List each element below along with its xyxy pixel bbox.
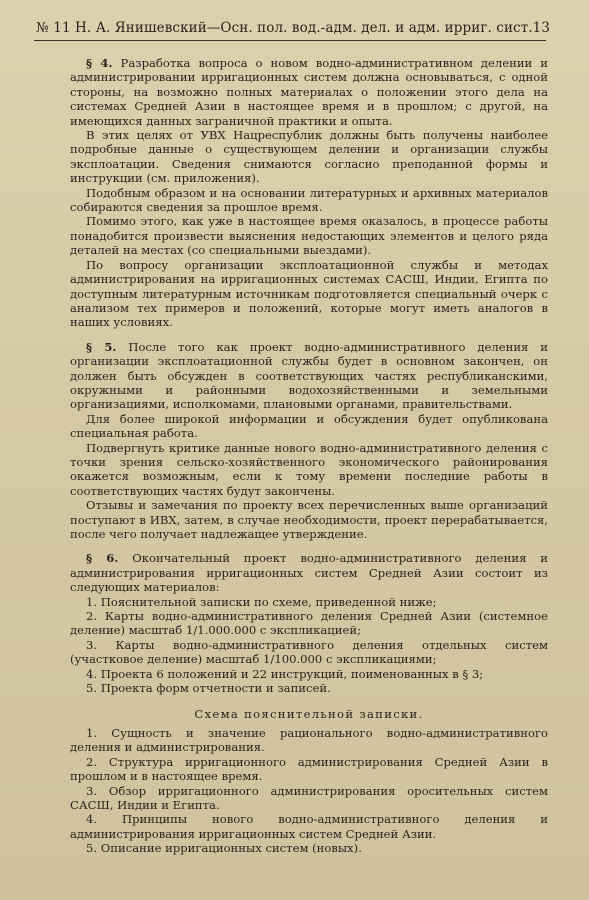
section-4-paragraph-2: В этих целях от УВХ Нацреспублик должны быть получены наиболее подробные данные о существующем делении и организации службы эксплоатации. Сведения снимаются согласно преподанной формы и инструкции (см. приложения).	[70, 128, 548, 186]
running-header	[36, 20, 551, 36]
section-5-text-1: После того как проект водно-административного деления и организации эксплоатационной службы будет в основном закончен, он должен быть обсужден в соответствующих частях республиканскими, окружными и районными водохозяйственными и земельными организациями, исполкомами, плановыми органами, правительствами.	[70, 339, 549, 412]
section-4-paragraph-3: Подобным образом и на основании литературных и архивных материалов собираются сведения за прошлое время.	[70, 185, 548, 215]
section-5-mark: § 5.	[86, 339, 117, 354]
section-6-item: 1. Пояснительной записки по схеме, приведенной ниже;	[86, 594, 437, 609]
section-6-paragraph-1	[70, 551, 548, 594]
section-6-item: 5. Проекта форм отчетности и записей.	[86, 681, 331, 696]
section-6-text-1: Окончательный проект водно-административного деления и администрирования ирригационных систем Средней Азии состоит из следующих материалов:	[70, 551, 548, 595]
section-5-paragraph-4: Отзывы и замечания по проекту всех перечисленных выше организаций поступают в ИВХ, затем, в случае необходимости, проект перерабатывается, после чего получает надлежащее утверждение.	[70, 498, 548, 541]
section-4-paragraph-1	[70, 56, 548, 128]
section-6-item: 3. Карты водно-административного деления отдельных систем (участковое деление) масштаб 1/100.000 с экспликациями;	[70, 637, 548, 667]
scheme-item: 5. Описание ирригационных систем (новых).	[86, 841, 362, 856]
scheme-title: Схема пояснительной записки.	[194, 707, 424, 722]
section-6-item: 2. Карты водно-административного деления Средней Азии (системное деление) масштаб 1/1.000.000 с экспликацией;	[70, 609, 548, 638]
header-title: № 11 Н. А. Янишевский—Осн. пол. вод.-адм. дел. и адм. ирриг. сист.	[36, 20, 533, 36]
scheme-item: 3. Обзор ирригационного администрирования оросительных систем САСШ, Индии и Египта.	[70, 783, 548, 812]
section-6-item: 4. Проекта 6 положений и 22 инструкций, поименованных в § 3;	[86, 666, 484, 681]
section-5-paragraph-1	[70, 340, 548, 412]
section-4-paragraph-5: По вопросу организации эксплоатационной службы и методах администрирования на ирригационных системах САСШ, Индии, Египта по доступным литературным источникам подготовляется специальный очерк с анализом тех примеров и положений, которые могут иметь аналогов в наших условиях.	[70, 257, 548, 330]
scheme-item: 4. Принципы нового водно-административного деления и администрирования ирригационных систем Средней Азии.	[70, 812, 548, 841]
section-6-mark: § 6.	[86, 551, 119, 566]
section-5-paragraph-3: Подвергнуть критике данные нового водно-административного деления с точки зрения сельско-хозяйственного экономического районирования окажется возможным, если к тому времени последние работы в соответствующих частях будут закончены.	[70, 440, 548, 498]
section-5-paragraph-2: Для более широкой информации и обсуждения будет опубликована специальная работа.	[70, 411, 548, 441]
page-number: 13	[532, 20, 551, 36]
scheme-item: 2. Структура ирригационного администрирования Средней Азии в прошлом и в настоящее время.	[70, 754, 548, 784]
section-4-paragraph-4: Помимо этого, как уже в настоящее время оказалось, в процессе работы понадобится произвести выяснения недостающих элементов и целого ряда деталей на местах (со специальными выездами).	[70, 214, 548, 258]
section-4-mark: § 4.	[86, 56, 113, 70]
section-4-text-1: Разработка вопроса о новом водно-административном делении и администрировании ирригационных систем должна основываться, с одной стороны, на возможно полных материалах о положении этого дела на системах Средней Азии в настоящее время и в прошлом; с другой, на имеющихся данных заграничной практики и опыта.	[70, 56, 549, 128]
document-body	[70, 56, 548, 856]
scheme-item: 1. Сущность и значение рационального водно-административного деления и администрирования.	[70, 725, 548, 755]
header-rule	[34, 40, 546, 41]
